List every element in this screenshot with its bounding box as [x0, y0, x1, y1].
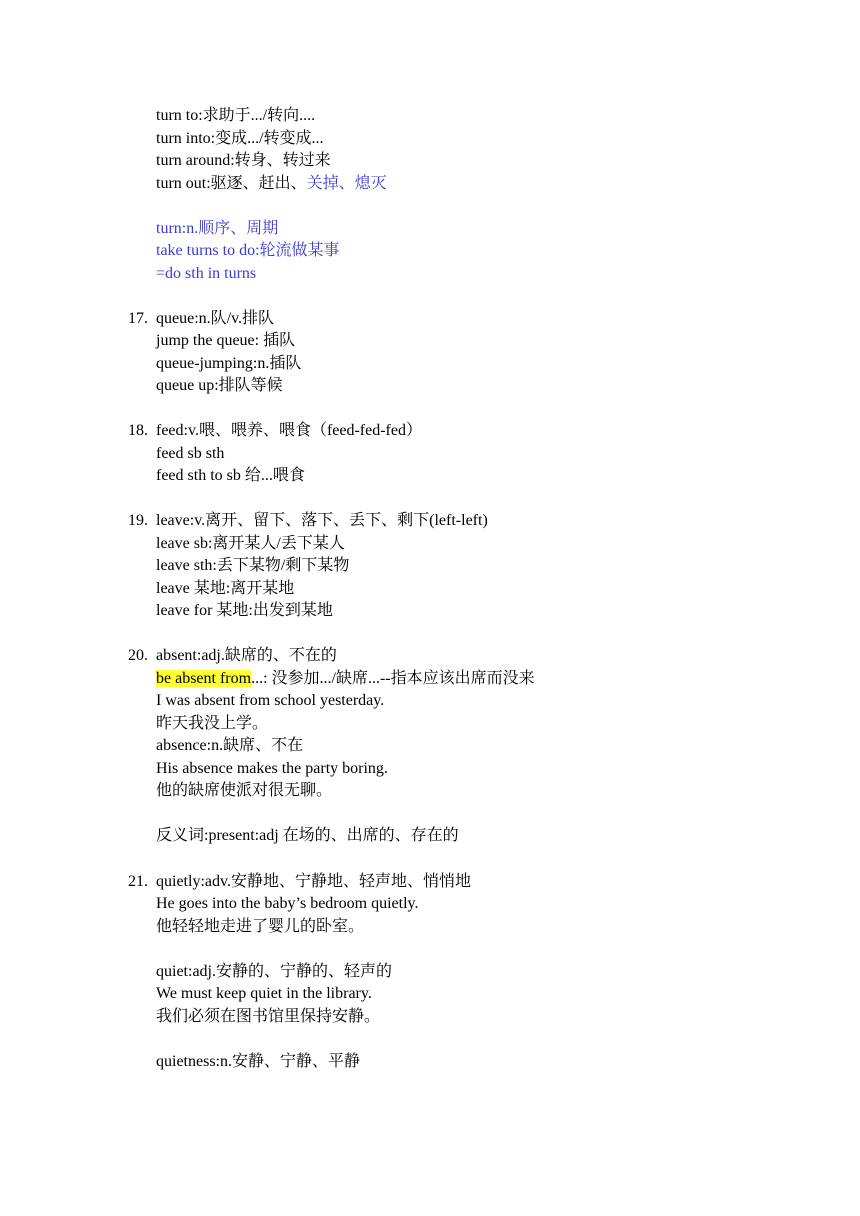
text-line [156, 668, 535, 691]
text-line: 昨天我没上学。 [156, 715, 269, 732]
text-line: leave for 某地:出发到某地 [156, 602, 333, 619]
text-segment: ...: 没参加.../缺席...--指本应该出席而没来 [251, 670, 535, 687]
text-line: His absence makes the party boring. [156, 760, 388, 777]
text-line: 反义词:present:adj 在场的、出席的、存在的 [156, 827, 459, 844]
text-line: jump the queue: 插队 [156, 332, 296, 349]
text-line: queue up:排队等候 [156, 377, 283, 394]
text-line: 他的缺席使派对很无聊。 [156, 782, 333, 799]
highlighted-phrase: be absent from [156, 670, 252, 687]
text-line: feed sb sth [156, 445, 225, 462]
text-line: leave sb:离开某人/丢下某人 [156, 535, 345, 552]
entry-heading: absent:adj.缺席的、不在的 [156, 647, 337, 664]
text-line: 他轻轻地走进了婴儿的卧室。 [156, 918, 365, 935]
text-line: We must keep quiet in the library. [156, 985, 372, 1002]
entry-number: 21. [128, 873, 148, 890]
entry-number: 17. [128, 310, 148, 327]
entry-heading: queue:n.队/v.排队 [156, 310, 275, 327]
text-line: =do sth in turns [156, 265, 257, 282]
text-line: turn:n.顺序、周期 [156, 220, 279, 237]
text-line: quietness:n.安静、宁静、平静 [156, 1053, 360, 1070]
entry-heading: leave:v.离开、留下、落下、丢下、剩下(left-left) [156, 512, 488, 529]
entry-heading: quietly:adv.安静地、宁静地、轻声地、悄悄地 [156, 873, 471, 890]
text-line: take turns to do:轮流做某事 [156, 242, 340, 259]
text-line: 我们必须在图书馆里保持安静。 [156, 1008, 381, 1025]
entry-number: 19. [128, 512, 148, 529]
text-line: leave sth:丢下某物/剩下某物 [156, 557, 350, 574]
text-line: queue-jumping:n.插队 [156, 355, 302, 372]
entry-number: 20. [128, 647, 148, 664]
text-line: turn to:求助于.../转向.... [156, 107, 316, 124]
text-line: quiet:adj.安静的、宁静的、轻声的 [156, 963, 392, 980]
blue-text-segment: 关掉、熄灭 [306, 175, 387, 192]
text-line: I was absent from school yesterday. [156, 692, 385, 709]
text-line: absence:n.缺席、不在 [156, 737, 304, 754]
text-segment: turn out:驱逐、赶出、 [156, 175, 307, 192]
entry-number: 18. [128, 422, 148, 439]
text-line: turn into:变成.../转变成... [156, 130, 324, 147]
text-line: turn around:转身、转过来 [156, 152, 331, 169]
text-line: leave 某地:离开某地 [156, 580, 295, 597]
text-line: He goes into the baby’s bedroom quietly. [156, 895, 419, 912]
entry-heading: feed:v.喂、喂养、喂食（feed-fed-fed） [156, 422, 422, 439]
text-line [156, 173, 387, 196]
text-line: feed sth to sb 给...喂食 [156, 467, 305, 484]
